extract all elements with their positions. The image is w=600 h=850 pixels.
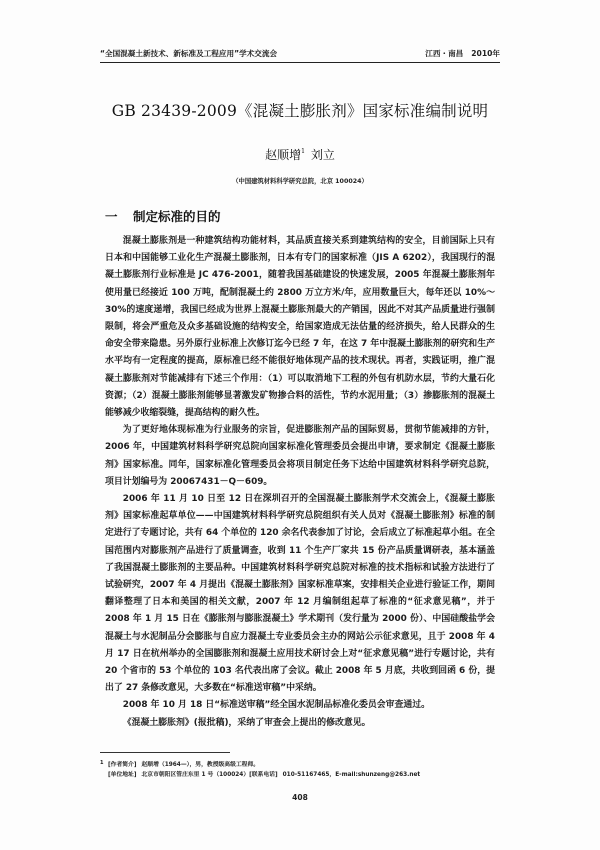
conference-name: “全国混凝土新技术、新标准及工程应用”学术交流会 [100, 49, 278, 58]
section-title: 制定标准的目的 [133, 209, 221, 224]
paragraph: 《混凝土膨胀剂》(报批稿)，采纳了审查会上提出的修改意见。 [122, 717, 371, 728]
paper-title: GB 23439-2009《混凝土膨胀剂》国家标准编制说明 [111, 102, 489, 120]
footnote-text: 赵顺增（1964—），男，教授级高级工程师。 [141, 762, 260, 768]
affiliation: （中国建筑材料科学研究总院，北京 100024） [232, 178, 368, 185]
author-first: 赵顺增 [265, 148, 302, 162]
section-heading [105, 207, 221, 225]
paragraph: 混凝土膨胀剂是一种建筑结构功能材料，其品质直接关系到建筑结构的安全，目前国际上只有日本和中国能够工业化生产混凝土膨胀剂，日本有专门的国家标准（JIS A 6202），我国现行的混凝土膨胀剂行业标准是 JC 476-2001，随着我国基础建设的快速发展，2005 年混凝土膨胀剂年使用量已经接近 100 万吨，配制混凝土约 2800 万立方米/年，应用数量巨大，每年还以 10%～30%的速度递增，我国已经成为世界上混凝土膨胀剂最大的产销国，因此不对其产品质量进行强制限制，将会严重危及众多基础设施的结构安全，给国家造成无法估量的经济损失，给人民群众的生命安全带来隐患。另外原行业标准上次修订迄今已经 7 年，在这 7 年中混凝土膨胀剂的研究和生产水平均有一定程度的提高，原标准已经不能很好地体现产品的技术现状。再者，实践证明，推广混凝土膨胀剂对节能减排有下述三个作用：（1）可以取消地下工程的外包有机防水层，节约大量石化资源；（2）混凝土膨胀剂能够显著激发矿物掺合料的活性，节约水泥用量；（3）掺膨胀剂的混凝土能够减少收缩裂缝，提高结构的耐久性。 [105, 236, 495, 419]
footnote-label: [单位地址] [108, 772, 137, 778]
author-second: 刘立 [310, 148, 335, 162]
footnote-contact [100, 770, 500, 780]
section-number: 一 [105, 209, 118, 224]
venue-year: 2010年 [471, 49, 500, 58]
venue-date [425, 48, 500, 59]
footnote-label: [联系电话] [249, 772, 278, 778]
author-footnote-marker: 1 [301, 148, 305, 155]
running-header [100, 48, 500, 63]
page-number: 408 [292, 793, 308, 802]
venue-location: 江西・南昌 [425, 49, 464, 58]
paragraph: 2008 年 10 月 18 日“标准送审稿”经全国水泥制品标准化委员会审查通过。 [122, 700, 431, 711]
body-text [105, 233, 495, 732]
author-line [0, 146, 600, 163]
footnote-label: [作者简介] [108, 762, 137, 768]
footnote-author-bio [100, 758, 500, 770]
footnote-phone-email: 010-51167465，E-mail:shunzeng@263.net [282, 772, 421, 778]
footnote-marker: 1 [100, 760, 104, 766]
footnote-address: 北京市朝阳区管庄东里 1 号（100024） [141, 772, 250, 778]
paragraph: 2006 年 11 月 10 日至 12 日在深圳召开的全国混凝土膨胀剂学术交流会上，《混凝土膨胀剂》国家标准起草单位——中国建筑材料科学研究总院组织有关人员对《混凝土膨胀剂》标准的制定进行了专题讨论，共有 64 个单位的 120 余名代表参加了讨论，会后成立了标准起草小组。在全国范围内对膨胀剂产品进行了质量调查，收到 11 个生产厂家共 15 份产品质量调研表，基本涵盖了我国混凝土膨胀剂的主要品种。中国建筑材料科学研究总院对标准的技术指标和试验方法进行了试验研究，2007 年 4 月提出《混凝土膨胀剂》国家标准草案，安排相关企业进行验证工作，期间翻译整理了日本和美国的相关文献，2007 年 12 月编制组起草了标准的“征求意见稿”，并于 2008 年 1 月 15 日在《膨胀剂与膨胀混凝土》学术期刊（发行量为 2000 份）、中国硅酸盐学会混凝土与水泥制品分会膨胀与自应力混凝土专业委员会主办的网站公示征求意见，且于 2008 年 4 月 17 日在杭州举办的全国膨胀剂和混凝土应用技术研讨会上对“征求意见稿”进行专题讨论，共有 20 个省市的 53 个单位的 103 名代表出席了会议。截止 2008 年 5 月底，共收到回函 6 份，提出了 27 条修改意见，大多数在“标准送审稿”中采纳。 [105, 494, 495, 694]
footnote-divider [100, 752, 230, 753]
paragraph: 为了更好地体现标准为行业服务的宗旨，促进膨胀剂产品的国际贸易，贯彻节能减排的方针，2006 年，中国建筑材料科学研究总院向国家标准化管理委员会提出申请，要求制定《混凝土膨胀剂》国家标准。同年，国家标准化管理委员会将项目制定任务下达给中国建筑材料科学研究总院，项目计划编号为 20067431－Q－609。 [105, 425, 495, 487]
footnotes [100, 758, 500, 780]
